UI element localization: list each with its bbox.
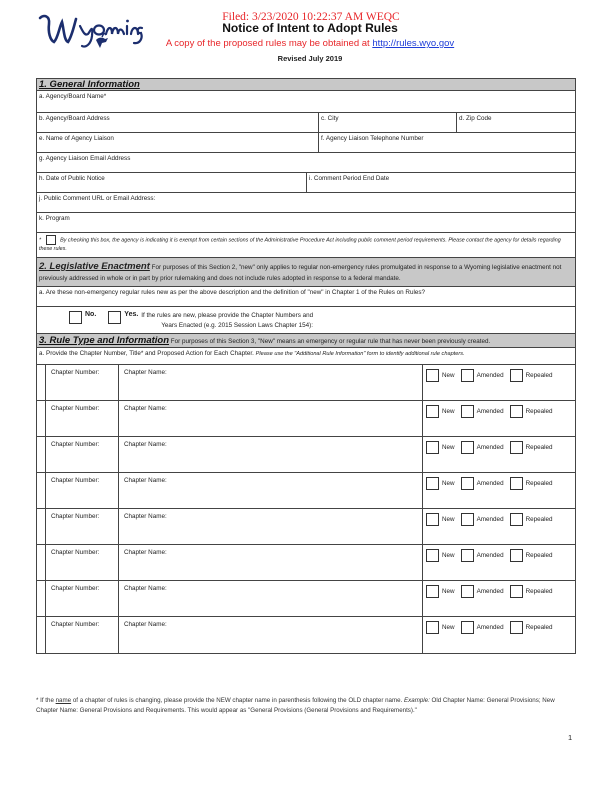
liaison-name-field[interactable] bbox=[37, 133, 319, 152]
chapter-action-options bbox=[423, 617, 575, 653]
chapter-name-field[interactable]: Chapter Name: bbox=[119, 617, 423, 653]
new-checkbox[interactable] bbox=[426, 441, 439, 454]
amended-checkbox[interactable] bbox=[461, 585, 474, 598]
repealed-checkbox[interactable] bbox=[510, 441, 523, 454]
new-label: New bbox=[442, 443, 455, 451]
footnote-part1: * If the bbox=[36, 697, 56, 704]
page-number: 1 bbox=[568, 733, 573, 742]
amended-checkbox[interactable] bbox=[461, 405, 474, 418]
section3-heading: 3. Rule Type and Information bbox=[39, 334, 170, 346]
chapter-row bbox=[37, 365, 575, 401]
legislative-question: a. Are these non-emergency regular rules new as per the above description and the definition of "new" in Chapter 1 of the Rules on Rules? bbox=[39, 288, 426, 296]
city-label: c. City bbox=[321, 115, 339, 122]
section2-description: For purposes of this Section 2, "new" only applies to regular non-emergency rules promulgated in response to a Wyoming legislative enactment not previously addressed in whole or in part by prior rulemaking and does not include rules adopted in response to a federal mandate. bbox=[39, 264, 562, 283]
program-label: k. Program bbox=[39, 215, 70, 222]
yes-text-line2: Years Enacted (e.g. 2015 Session Laws Chapter 154): bbox=[161, 321, 313, 329]
wyoming-logo bbox=[36, 10, 146, 52]
new-checkbox[interactable] bbox=[426, 585, 439, 598]
zip-label: d. Zip Code bbox=[459, 115, 492, 122]
footnote-name-underlined: name bbox=[55, 697, 72, 704]
new-label: New bbox=[442, 515, 455, 523]
liaison-row bbox=[37, 133, 575, 153]
repealed-label: Repealed bbox=[525, 515, 553, 523]
liaison-phone-label: f. Agency Liaison Telephone Number bbox=[321, 135, 424, 142]
city-field[interactable] bbox=[319, 113, 457, 132]
public-notice-date-label: h. Date of Public Notice bbox=[39, 175, 105, 182]
new-label: New bbox=[442, 551, 455, 559]
repealed-label: Repealed bbox=[525, 407, 553, 415]
amended-label: Amended bbox=[476, 515, 504, 523]
chapter-action-options bbox=[423, 401, 575, 436]
amended-label: Amended bbox=[476, 587, 504, 595]
chapter-action-options bbox=[423, 365, 575, 400]
chapter-number-field[interactable]: Chapter Number: bbox=[46, 437, 119, 472]
new-label: New bbox=[442, 587, 455, 595]
section3-header bbox=[37, 334, 575, 348]
new-checkbox[interactable] bbox=[426, 405, 439, 418]
comment-url-field[interactable] bbox=[37, 193, 575, 212]
repealed-label: Repealed bbox=[525, 371, 553, 379]
chapter-instruction-italic: Please use the "Additional Rule Information" form to identify additional rule chapters. bbox=[255, 350, 465, 357]
chapter-number-field[interactable]: Chapter Number: bbox=[46, 473, 119, 508]
new-checkbox[interactable] bbox=[426, 477, 439, 490]
zip-field[interactable] bbox=[457, 113, 575, 132]
footnote-example-label: Example: bbox=[404, 697, 430, 704]
amended-checkbox[interactable] bbox=[461, 477, 474, 490]
comment-end-date-field[interactable] bbox=[307, 173, 575, 192]
chapter-number-field[interactable]: Chapter Number: bbox=[46, 509, 119, 544]
chapter-name-field[interactable]: Chapter Name: bbox=[119, 581, 423, 616]
section1-header bbox=[37, 79, 575, 91]
copy-text: A copy of the proposed rules may be obtained at bbox=[165, 38, 370, 49]
chapter-number-field[interactable]: Chapter Number: bbox=[46, 581, 119, 616]
new-label: New bbox=[442, 479, 455, 487]
dates-row bbox=[37, 173, 575, 193]
comment-end-date-label: i. Comment Period End Date bbox=[309, 175, 390, 182]
repealed-checkbox[interactable] bbox=[510, 477, 523, 490]
agency-name-row bbox=[37, 91, 575, 113]
chapter-table bbox=[37, 365, 575, 653]
filed-stamp: Filed: 3/23/2020 10:22:37 AM WEQC bbox=[222, 11, 400, 23]
new-label: New bbox=[442, 371, 455, 379]
program-row bbox=[37, 213, 575, 233]
repealed-label: Repealed bbox=[525, 587, 553, 595]
chapter-row bbox=[37, 545, 575, 581]
amended-checkbox[interactable] bbox=[461, 369, 474, 382]
chapter-name-field[interactable]: Chapter Name: bbox=[119, 365, 423, 400]
repealed-checkbox[interactable] bbox=[510, 549, 523, 562]
chapter-action-options bbox=[423, 437, 575, 472]
amended-checkbox[interactable] bbox=[461, 441, 474, 454]
new-checkbox[interactable] bbox=[426, 549, 439, 562]
yes-instructions bbox=[141, 311, 313, 331]
repealed-label: Repealed bbox=[525, 443, 553, 451]
form-title: Notice of Intent to Adopt Rules bbox=[222, 21, 398, 35]
repealed-checkbox[interactable] bbox=[510, 405, 523, 418]
agency-address-row bbox=[37, 113, 575, 133]
liaison-email-label: g. Agency Liaison Email Address bbox=[39, 155, 131, 162]
section2-banner bbox=[37, 258, 575, 286]
repealed-label: Repealed bbox=[525, 479, 553, 487]
section3-banner bbox=[37, 334, 492, 347]
chapter-name-field[interactable]: Chapter Name: bbox=[119, 401, 423, 436]
program-field[interactable] bbox=[37, 213, 575, 232]
footnote bbox=[36, 696, 576, 716]
copy-notice bbox=[150, 38, 470, 49]
amended-label: Amended bbox=[476, 371, 504, 379]
chapter-number-field[interactable]: Chapter Number: bbox=[46, 617, 119, 653]
chapter-instruction-text: a. Provide the Chapter Number, Title* and Proposed Action for Each Chapter. bbox=[39, 349, 254, 357]
exempt-note bbox=[37, 233, 575, 257]
amended-label: Amended bbox=[476, 623, 504, 631]
public-notice-date-field[interactable] bbox=[37, 173, 307, 192]
exempt-asterisk: * bbox=[39, 237, 42, 244]
footnote-part3: of a chapter of rules is changing, please provide the NEW chapter name in parenthesis following the OLD chapter name. bbox=[71, 697, 405, 704]
repealed-checkbox[interactable] bbox=[510, 513, 523, 526]
chapter-name-field[interactable]: Chapter Name: bbox=[119, 509, 423, 544]
amended-checkbox[interactable] bbox=[461, 513, 474, 526]
chapter-instruction-row bbox=[37, 348, 575, 365]
amended-label: Amended bbox=[476, 551, 504, 559]
chapter-row bbox=[37, 473, 575, 509]
no-checkbox[interactable] bbox=[69, 311, 82, 324]
chapter-row bbox=[37, 581, 575, 617]
amended-checkbox[interactable] bbox=[461, 549, 474, 562]
chapter-row bbox=[37, 401, 575, 437]
exempt-checkbox[interactable] bbox=[46, 235, 56, 245]
repealed-checkbox[interactable] bbox=[510, 369, 523, 382]
section1-heading: 1. General Information bbox=[39, 79, 140, 90]
chapter-action-options bbox=[423, 545, 575, 580]
chapter-row bbox=[37, 437, 575, 473]
footnote-part4: Old Chapter Name: General Provisions; New Chapter Name: General Provisions and Requirements. This would appear as "General Provisions (General Provisions and Requirements)." bbox=[36, 697, 555, 714]
revised-date: Revised July 2019 bbox=[277, 54, 343, 63]
amended-label: Amended bbox=[476, 443, 504, 451]
chapter-number-field[interactable]: Chapter Number: bbox=[46, 365, 119, 400]
chapter-row bbox=[37, 617, 575, 653]
yes-label: Yes. bbox=[124, 310, 139, 318]
comment-url-row bbox=[37, 193, 575, 213]
chapter-row bbox=[37, 509, 575, 545]
liaison-phone-field[interactable] bbox=[319, 133, 575, 152]
chapter-action-options bbox=[423, 581, 575, 616]
yes-checkbox[interactable] bbox=[108, 311, 121, 324]
notice-form bbox=[36, 78, 576, 654]
chapter-name-field[interactable]: Chapter Name: bbox=[119, 545, 423, 580]
section2-header bbox=[37, 258, 575, 287]
chapter-action-options bbox=[423, 473, 575, 508]
repealed-checkbox[interactable] bbox=[510, 585, 523, 598]
chapter-number-field[interactable]: Chapter Number: bbox=[46, 545, 119, 580]
agency-name-field[interactable] bbox=[37, 91, 575, 112]
new-label: New bbox=[442, 623, 455, 631]
amended-label: Amended bbox=[476, 479, 504, 487]
chapter-action-options bbox=[423, 509, 575, 544]
chapter-name-field[interactable]: Chapter Name: bbox=[119, 473, 423, 508]
yes-no-row bbox=[37, 307, 575, 334]
yes-text-line1: If the rules are new, please provide the Chapter Numbers and bbox=[141, 311, 314, 319]
yes-no-group bbox=[37, 307, 575, 333]
section3-description: For purposes of this Section 3, "New" means an emergency or regular rule that has never been previously created. bbox=[170, 337, 491, 345]
legislative-question-row bbox=[37, 287, 575, 307]
comment-url-label: j. Public Comment URL or Email Address: bbox=[39, 195, 156, 202]
new-checkbox[interactable] bbox=[426, 369, 439, 382]
agency-address-field[interactable] bbox=[37, 113, 319, 132]
exempt-text: By checking this box, the agency is indicating it is exempt from certain sections of the Administrative Procedure Act including public comment period requirements. Please contact the agency for details regarding these rules. bbox=[39, 237, 561, 252]
agency-name-label: a. Agency/Board Name* bbox=[39, 93, 107, 100]
chapter-instruction bbox=[37, 348, 575, 364]
rules-link[interactable]: http://rules.wyo.gov bbox=[372, 38, 455, 49]
no-label: No. bbox=[85, 310, 97, 318]
repealed-label: Repealed bbox=[525, 551, 553, 559]
new-checkbox[interactable] bbox=[426, 621, 439, 634]
liaison-email-row bbox=[37, 153, 575, 173]
liaison-email-field[interactable] bbox=[37, 153, 575, 172]
amended-label: Amended bbox=[476, 407, 504, 415]
amended-checkbox[interactable] bbox=[461, 621, 474, 634]
exempt-row bbox=[37, 233, 575, 258]
chapter-number-field[interactable]: Chapter Number: bbox=[46, 401, 119, 436]
repealed-checkbox[interactable] bbox=[510, 621, 523, 634]
section2-heading: 2. Legislative Enactment bbox=[39, 261, 150, 272]
new-checkbox[interactable] bbox=[426, 513, 439, 526]
new-label: New bbox=[442, 407, 455, 415]
chapter-name-field[interactable]: Chapter Name: bbox=[119, 437, 423, 472]
repealed-label: Repealed bbox=[525, 623, 553, 631]
liaison-name-label: e. Name of Agency Liaison bbox=[39, 135, 114, 142]
agency-address-label: b. Agency/Board Address bbox=[39, 115, 110, 122]
